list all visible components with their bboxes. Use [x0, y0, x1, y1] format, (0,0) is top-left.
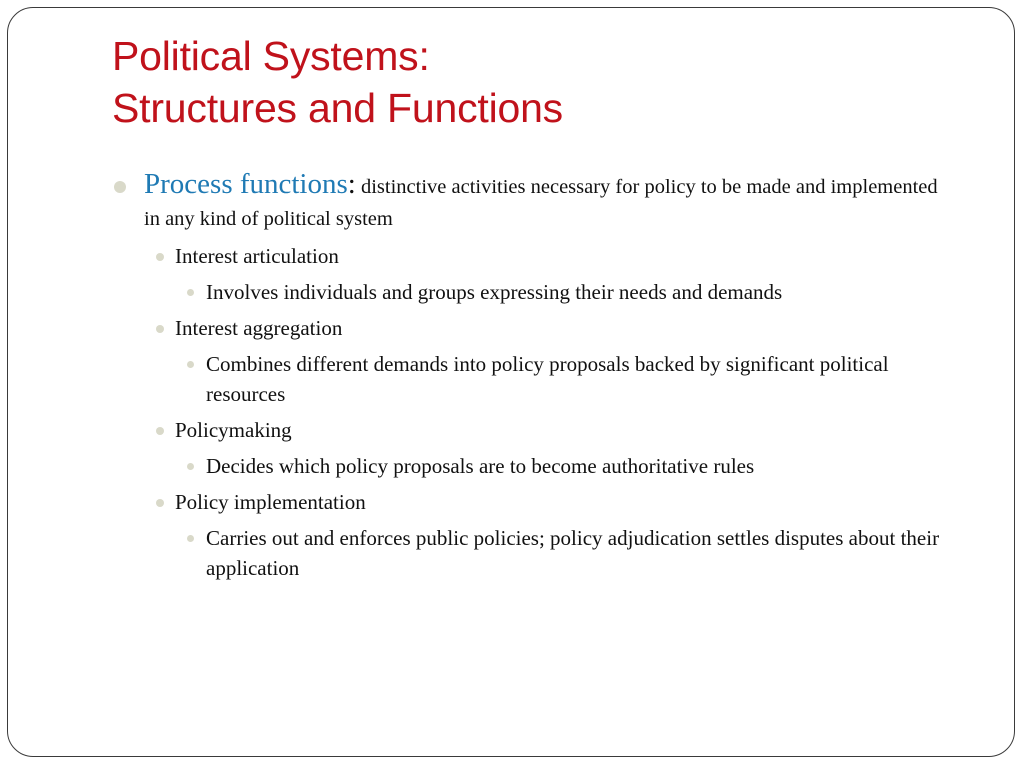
bullet-interest-articulation [144, 241, 953, 271]
slide-title [112, 30, 563, 134]
process-functions-term: Process functions [144, 168, 348, 200]
bullet-dot-icon [156, 253, 164, 261]
term-colon: : [347, 168, 356, 200]
list-item-label: Policymaking [175, 418, 292, 442]
title-line-1: Political Systems: [112, 33, 430, 79]
bullet-dot-icon [187, 535, 194, 542]
list-item-detail: Carries out and enforces public policies; policy adjudication settles disputes about their application [206, 526, 940, 580]
list-item-label: Policy implementation [175, 490, 366, 514]
bullet-dot-icon [114, 181, 126, 193]
bullet-dot-icon [156, 499, 164, 507]
process-functions-definition: distinctive activities necessary for policy to be made and implemented in any kind of political system [144, 176, 938, 230]
sub-bullet-policy-implementation [175, 523, 953, 583]
bullet-dot-icon [156, 427, 164, 435]
bullet-policymaking [144, 415, 953, 445]
bullet-dot-icon [156, 325, 164, 333]
list-item-label: Interest articulation [175, 244, 339, 268]
bullet-dot-icon [187, 361, 194, 368]
list-item-detail: Combines different demands into policy proposals backed by significant political resources [206, 352, 889, 406]
bullet-dot-icon [187, 289, 194, 296]
list-item-detail: Decides which policy proposals are to become authoritative rules [206, 454, 755, 478]
list-item-detail: Involves individuals and groups expressing their needs and demands [206, 280, 783, 304]
sub-bullet-interest-articulation [175, 277, 953, 307]
bullet-interest-aggregation [144, 313, 953, 343]
sub-bullet-interest-aggregation [175, 349, 953, 409]
slide-content [113, 168, 953, 583]
list-item-label: Interest aggregation [175, 316, 343, 340]
bullet-dot-icon [187, 463, 194, 470]
title-line-2: Structures and Functions [112, 85, 563, 131]
sub-bullet-policymaking [175, 451, 953, 481]
bullet-policy-implementation [144, 487, 953, 517]
bullet-process-functions [113, 168, 953, 235]
